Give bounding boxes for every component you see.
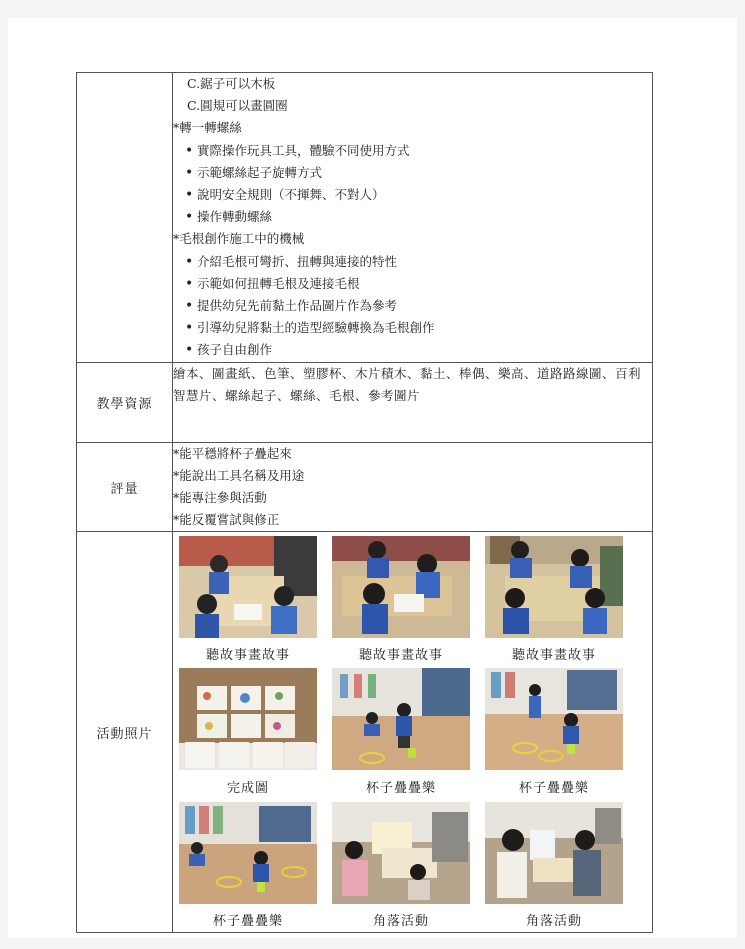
content-heading: *毛根創作施工中的機械 (173, 231, 305, 247)
resources-text: 繪本、圖畫紙、色筆、塑膠杯、木片積木、黏土、棒偶、樂高、道路路線圖、百利智慧片、螺絲起子、螺絲、毛根、參考圖片 (173, 362, 653, 442)
resources-label: 教學資源 (77, 362, 173, 442)
photo-caption: 杯子疊疊樂 (518, 781, 589, 797)
photo-corner-activity-2 (485, 802, 623, 904)
content-bullet: • 提供幼兒先前黏土作品圖片作為參考 (173, 295, 652, 317)
photo-caption: 角落活動 (525, 914, 582, 930)
photo-drawing-activity-1 (179, 536, 317, 638)
content-bullet: • 示範螺絲起子旋轉方式 (173, 162, 652, 184)
assessment-row (77, 442, 653, 532)
lesson-plan-table (76, 72, 653, 933)
content-bullet: • 引導幼兒將黏土的造型經驗轉換為毛根創作 (173, 317, 652, 339)
photo-grid (173, 532, 652, 932)
assessment-cell (173, 442, 653, 532)
photo-drawing-activity-2 (332, 536, 470, 638)
content-bullet: • 示範如何扭轉毛根及連接毛根 (173, 273, 652, 295)
photos-label: 活動照片 (77, 532, 173, 933)
photo-caption: 杯子疊疊樂 (212, 914, 283, 930)
photo-caption: 聽故事畫故事 (205, 648, 290, 664)
content-line: C.圓規可以畫圓圈 (187, 98, 288, 114)
assessment-item: *能說出工具名稱及用途 (173, 467, 305, 483)
photo-corner-activity-1 (332, 802, 470, 904)
content-bullet: • 實際操作玩具工具，體驗不同使用方式 (173, 140, 652, 162)
photo-cup-stacking-1 (332, 668, 470, 770)
document-page (8, 18, 737, 938)
assessment-item: *能專注參與活動 (173, 490, 267, 506)
content-bullet: • 孩子自由創作 (173, 339, 652, 361)
photo-drawing-activity-3 (485, 536, 623, 638)
photo-caption: 聽故事畫故事 (358, 648, 443, 664)
content-bullet: • 介紹毛根可彎折、扭轉與連接的特性 (173, 251, 652, 273)
teaching-content-cell (173, 73, 653, 363)
photo-caption: 角落活動 (372, 914, 429, 930)
photos-cell (173, 532, 653, 933)
photo-finished-artwork (179, 668, 317, 770)
photo-cup-stacking-2 (485, 668, 623, 770)
content-bullet: • 說明安全規則（不揮舞、不對人） (173, 184, 652, 206)
resources-row (77, 362, 653, 442)
photo-cup-stacking-3 (179, 802, 317, 904)
content-bullet: • 操作轉動螺絲 (173, 206, 652, 228)
content-heading: *轉一轉螺絲 (173, 120, 242, 136)
photo-caption: 杯子疊疊樂 (365, 781, 436, 797)
photos-row (77, 532, 653, 933)
assessment-item: *能反覆嘗試與修正 (173, 512, 280, 528)
photo-caption: 聽故事畫故事 (511, 648, 596, 664)
empty-label-cell (77, 73, 173, 363)
teaching-content-row (77, 73, 653, 363)
photo-caption: 完成圖 (226, 781, 269, 797)
assessment-item: *能平穩將杯子疊起來 (173, 445, 292, 461)
assessment-label: 評量 (77, 442, 173, 532)
content-line: C.鋸子可以木板 (187, 76, 276, 91)
